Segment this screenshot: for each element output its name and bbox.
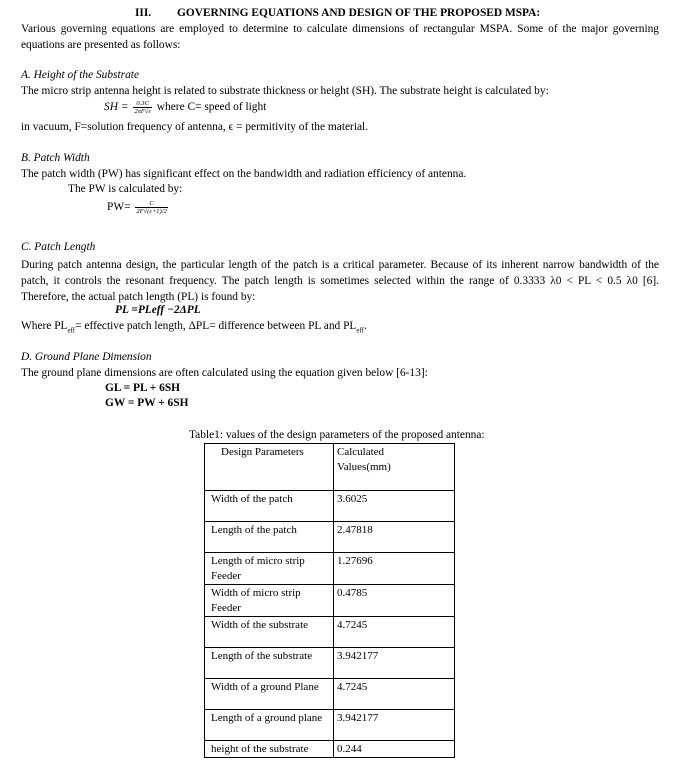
parameter-value: 4.7245 xyxy=(334,679,455,710)
equation-where-text: where C= speed of light xyxy=(156,101,267,114)
table-caption: Table1: values of the design parameters of the proposed antenna: xyxy=(189,429,485,441)
subsection-b-text: The patch width (PW) has significant effect on the bandwidth and radiation efficiency of antenna. xyxy=(21,168,467,180)
parameter-value: 4.7245 xyxy=(334,617,455,648)
parameter-value: 0.244 xyxy=(334,741,455,758)
subsection-c-where xyxy=(21,320,367,334)
parameter-value: 3.942177 xyxy=(334,710,455,741)
section-title: GOVERNING EQUATIONS AND DESIGN OF THE PROPOSED MSPA: xyxy=(177,7,541,19)
patch-length-equation: PL =PLeff −2ΔPL xyxy=(115,304,201,316)
parameter-value: 3.942177 xyxy=(334,648,455,679)
design-parameters-table xyxy=(204,443,455,758)
parameter-name: height of the substrate xyxy=(205,741,334,758)
substrate-height-equation xyxy=(104,100,266,115)
parameter-name: Length of the patch xyxy=(205,522,334,553)
subsection-d-heading: D. Ground Plane Dimension xyxy=(21,351,152,363)
parameter-value: 0.4785 xyxy=(334,585,455,617)
parameter-value: 2.47818 xyxy=(334,522,455,553)
equation-numerator: C xyxy=(135,200,167,208)
parameter-name: Width of the patch xyxy=(205,491,334,522)
subsection-b-text2: The PW is calculated by: xyxy=(68,183,183,195)
where-mid: = effective patch length, ΔPL= difference between PL and PL xyxy=(75,320,357,332)
parameter-name: Width of the substrate xyxy=(205,617,334,648)
where-prefix: Where PL xyxy=(21,320,68,332)
parameter-value: 3.6025 xyxy=(334,491,455,522)
equation-denominator: 2πF√ε xyxy=(134,108,151,115)
table-row xyxy=(205,553,455,585)
parameter-name: Length of a ground plane xyxy=(205,710,334,741)
section-number: III. xyxy=(135,7,152,19)
equation-fraction xyxy=(133,100,152,115)
header-design-parameters: Design Parameters xyxy=(205,444,334,491)
patch-width-equation xyxy=(107,200,170,215)
where-sub-eff: eff xyxy=(67,326,76,335)
where-end: . xyxy=(364,320,367,332)
parameter-value: 1.27696 xyxy=(334,553,455,585)
parameter-name: Length of micro strip Feeder xyxy=(205,553,334,585)
header-calculated-values xyxy=(334,444,455,491)
table-row xyxy=(205,679,455,710)
subsection-b-heading: B. Patch Width xyxy=(21,152,90,164)
parameter-name: Width of micro strip Feeder xyxy=(205,585,334,617)
equation-lhs: PW= xyxy=(107,201,131,214)
subsection-a-text2: in vacuum, F=solution frequency of antenna, ϵ = permitivity of the material. xyxy=(21,121,369,133)
table-row xyxy=(205,710,455,741)
subsection-c-heading: C. Patch Length xyxy=(21,241,96,253)
subsection-c-text: During patch antenna design, the particular length of the patch is a critical parameter. Because of its inherent narrow bandwidth of the patch, it controls the resonant frequency. The patch length is sometimes selected within the range of 0.3333 λ0 < PL < 0.5 λ0 [6]. Therefore, the actual patch length (PL) is found by: xyxy=(21,259,659,303)
parameter-name: Width of a ground Plane xyxy=(205,679,334,710)
table-header-row xyxy=(205,444,455,491)
table-row xyxy=(205,617,455,648)
section-intro: Various governing equations are employed to determine to calculate dimensions of rectangular MSPA. Some of the major governing equations are presented as follows: xyxy=(21,23,659,51)
subsection-d-text: The ground plane dimensions are often calculated using the equation given below [6-13]: xyxy=(21,367,428,379)
table-row xyxy=(205,522,455,553)
header-calculated-values-text: Calculated Values(mm) xyxy=(337,446,391,473)
table-row xyxy=(205,648,455,679)
equation-lhs: SH = xyxy=(104,101,129,114)
ground-width-equation: GW = PW + 6SH xyxy=(105,397,189,409)
ground-length-equation: GL = PL + 6SH xyxy=(105,382,181,394)
table-row xyxy=(205,491,455,522)
equation-denominator: 2F√(ε+1)/2 xyxy=(136,208,167,215)
table-row xyxy=(205,585,455,617)
where-sub-eff-2: eff xyxy=(356,326,365,335)
table-row xyxy=(205,741,455,758)
parameter-name: Length of the substrate xyxy=(205,648,334,679)
equation-fraction xyxy=(135,200,167,215)
equation-numerator: 0.3C xyxy=(133,100,152,108)
subsection-a-heading: A. Height of the Substrate xyxy=(21,69,140,81)
subsection-a-text: The micro strip antenna height is related to substrate thickness or height (SH). The substrate height is calculated by: xyxy=(21,85,549,97)
